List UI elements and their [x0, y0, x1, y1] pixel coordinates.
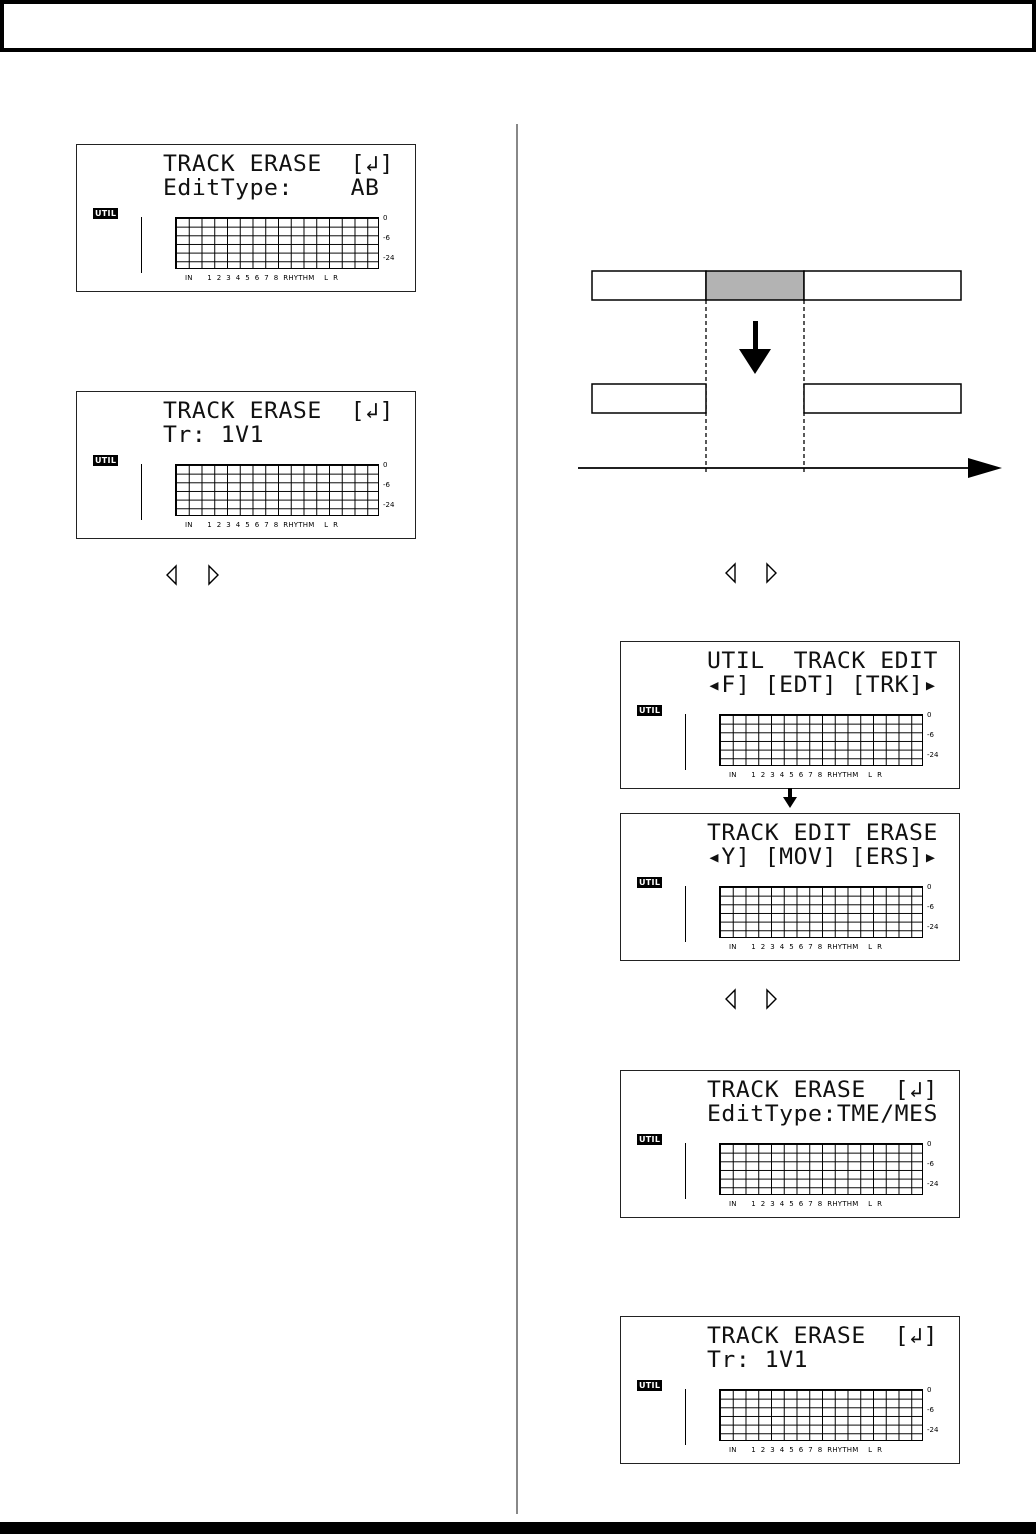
lcd-divider [141, 464, 142, 520]
lcd-screen-erase-track-left [76, 391, 416, 539]
level-meter-grid [719, 1143, 923, 1195]
lcd-divider [685, 714, 686, 770]
after-segment-left [592, 384, 706, 413]
lcd-line-1: TRACK ERASE [↲] [707, 1324, 938, 1349]
meter-scale-24: -24 [383, 254, 395, 262]
meter-scale-6: -6 [927, 731, 934, 739]
page-footer-bar [0, 1522, 1036, 1534]
meter-channel-labels: IN 1 2 3 4 5 6 7 8 RHYTHM L R [729, 943, 883, 951]
page-header-box [0, 0, 1036, 52]
meter-scale-6: -6 [927, 1406, 934, 1414]
lcd-line-2: ◂F] [EDT] [TRK]▸ [707, 673, 938, 698]
level-meter-grid [719, 1389, 923, 1441]
lcd-screen-erase-tme-mes [620, 1070, 960, 1218]
down-arrow-icon [739, 321, 771, 374]
lcd-line-2: EditType: AB [163, 176, 380, 201]
time-axis-arrowhead [968, 458, 1002, 478]
meter-scale-0: 0 [927, 883, 932, 891]
meter-scale-0: 0 [927, 711, 932, 719]
down-arrow-icon [781, 788, 799, 810]
lcd-line-1: TRACK ERASE [↲] [707, 1078, 938, 1103]
lcd-screen-erase-track-right [620, 1316, 960, 1464]
level-meter-grid [175, 464, 379, 516]
meter-channel-labels: IN 1 2 3 4 5 6 7 8 RHYTHM L R [185, 521, 339, 529]
level-meter-grid [719, 886, 923, 938]
meter-scale-24: -24 [927, 923, 939, 931]
before-segment-left [592, 271, 706, 300]
meter-channel-labels: IN 1 2 3 4 5 6 7 8 RHYTHM L R [729, 1200, 883, 1208]
meter-scale-24: -24 [927, 751, 939, 759]
meter-channel-labels: IN 1 2 3 4 5 6 7 8 RHYTHM L R [729, 771, 883, 779]
lcd-line-1: TRACK EDIT ERASE [707, 821, 938, 846]
meter-scale-24: -24 [927, 1426, 939, 1434]
lcd-divider [685, 1389, 686, 1445]
meter-scale-6: -6 [383, 481, 390, 489]
lcd-screen-track-edit-erase [620, 813, 960, 961]
lcd-line-2: ◂Y] [MOV] [ERS]▸ [707, 845, 938, 870]
column-divider [516, 124, 518, 1514]
util-badge: UTIL [95, 456, 117, 465]
meter-scale-6: -6 [383, 234, 390, 242]
meter-scale-0: 0 [383, 461, 388, 469]
lcd-divider [685, 886, 686, 942]
util-badge: UTIL [639, 706, 661, 715]
lcd-divider [685, 1143, 686, 1199]
before-segment-erased [706, 271, 804, 300]
lcd-screen-util-track-edit [620, 641, 960, 789]
lcd-line-2: Tr: 1V1 [707, 1348, 809, 1373]
erase-timeline-diagram [575, 265, 1005, 490]
after-segment-right [804, 384, 961, 413]
util-badge: UTIL [95, 209, 117, 218]
meter-scale-0: 0 [383, 214, 388, 222]
lcd-line-2: EditType:TME/MES [707, 1102, 938, 1127]
lcd-screen-erase-ab [76, 144, 416, 292]
cursor-right-icon [762, 562, 780, 584]
level-meter-grid [175, 217, 379, 269]
meter-scale-0: 0 [927, 1386, 932, 1394]
meter-scale-24: -24 [383, 501, 395, 509]
meter-scale-24: -24 [927, 1180, 939, 1188]
cursor-left-icon [722, 988, 740, 1010]
cursor-left-icon [722, 562, 740, 584]
meter-channel-labels: IN 1 2 3 4 5 6 7 8 RHYTHM L R [185, 274, 339, 282]
lcd-line-1: UTIL TRACK EDIT [707, 649, 938, 674]
cursor-right-icon [762, 988, 780, 1010]
lcd-line-1: TRACK ERASE [↲] [163, 152, 394, 177]
before-segment-right [804, 271, 961, 300]
meter-scale-6: -6 [927, 903, 934, 911]
lcd-line-2: Tr: 1V1 [163, 423, 265, 448]
util-badge: UTIL [639, 1381, 661, 1390]
meter-scale-0: 0 [927, 1140, 932, 1148]
cursor-left-icon [163, 564, 181, 586]
lcd-line-1: TRACK ERASE [↲] [163, 399, 394, 424]
lcd-divider [141, 217, 142, 273]
meter-scale-6: -6 [927, 1160, 934, 1168]
level-meter-grid [719, 714, 923, 766]
meter-channel-labels: IN 1 2 3 4 5 6 7 8 RHYTHM L R [729, 1446, 883, 1454]
util-badge: UTIL [639, 878, 661, 887]
cursor-right-icon [204, 564, 222, 586]
util-badge: UTIL [639, 1135, 661, 1144]
